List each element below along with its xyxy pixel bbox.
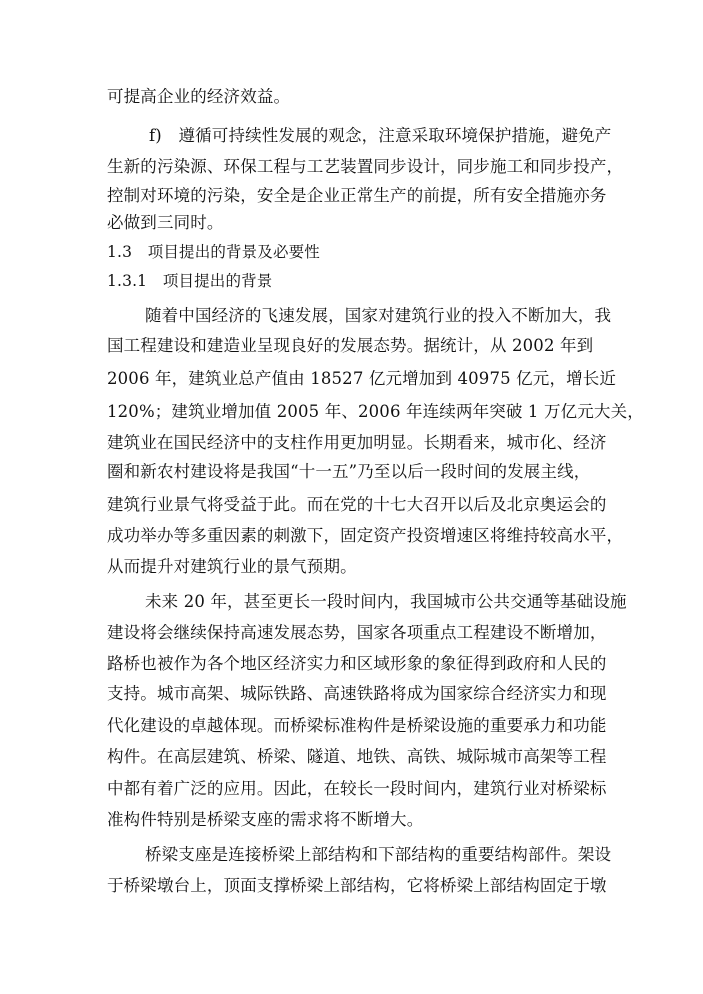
paragraph-line: 代化建设的卓越体现。而桥梁标准构件是桥梁设施的重要承力和功能 — [107, 716, 607, 735]
paragraph-line: 国工程建设和建造业呈现良好的发展态势。据统计，从 2002 年到 — [107, 336, 594, 355]
section-heading: 1.3 项目提出的背景及必要性 — [107, 243, 320, 261]
paragraph-line: 成功举办等多重因素的刺激下，固定资产投资增速区将维持较高水平， — [107, 526, 624, 545]
paragraph-line: 圈和新农村建设将是我国“十一五”乃至以后一段时间的发展主线， — [107, 462, 591, 481]
paragraph-line: 必做到三同时。 — [107, 213, 224, 232]
paragraph-line: 准构件特别是桥梁支座的需求将不断增大。 — [107, 810, 424, 829]
subsection-heading: 1.3.1 项目提出的背景 — [107, 272, 273, 290]
paragraph-line: 生新的污染源、环保工程与工艺装置同步设计，同步施工和同步投产， — [107, 157, 624, 176]
paragraph-line: 120%；建筑业增加值 2005 年、2006 年连续两年突破 1 万亿元大关， — [107, 402, 644, 421]
paragraph-line: 2006 年，建筑业总产值由 18527 亿元增加到 40975 亿元，增长近 — [107, 369, 617, 388]
paragraph-line: 建设将会继续保持高速发展态势，国家各项重点工程建设不断增加， — [107, 623, 607, 642]
paragraph-line: 建筑行业景气将受益于此。而在党的十七大召开以后及北京奥运会的 — [107, 495, 607, 514]
paragraph-line: 桥梁支座是连接桥梁上部结构和下部结构的重要结构部件。架设 — [145, 845, 612, 864]
paragraph-line: f) 遵循可持续性发展的观念，注意采取环境保护措施，避免产 — [149, 126, 612, 145]
paragraph-line: 控制对环境的污染，安全是企业正常生产的前提，所有安全措施亦务 — [107, 186, 607, 205]
paragraph-line: 中都有着广泛的应用。因此，在较长一段时间内，建筑行业对桥梁标 — [107, 779, 607, 798]
paragraph-line: 随着中国经济的飞速发展，国家对建筑行业的投入不断加大，我 — [145, 306, 612, 325]
paragraph-line: 路桥也被作为各个地区经济实力和区域形象的象征得到政府和人民的 — [107, 654, 607, 673]
paragraph-line: 于桥梁墩台上，顶面支撑桥梁上部结构，它将桥梁上部结构固定于墩 — [107, 876, 607, 895]
paragraph-line: 未来 20 年，甚至更长一段时间内，我国城市公共交通等基础设施 — [145, 592, 627, 611]
paragraph-line: 从而提升对建筑行业的景气预期。 — [107, 557, 357, 576]
paragraph-line: 可提高企业的经济效益。 — [107, 87, 291, 106]
paragraph-line: 支持。城市高架、城际铁路、高速铁路将成为国家综合经济实力和现 — [107, 684, 607, 703]
paragraph-line: 建筑业在国民经济中的支柱作用更加明显。长期看来，城市化、经济 — [107, 433, 607, 452]
paragraph-line: 构件。在高层建筑、桥梁、隧道、地铁、高铁、城际城市高架等工程 — [107, 747, 607, 766]
